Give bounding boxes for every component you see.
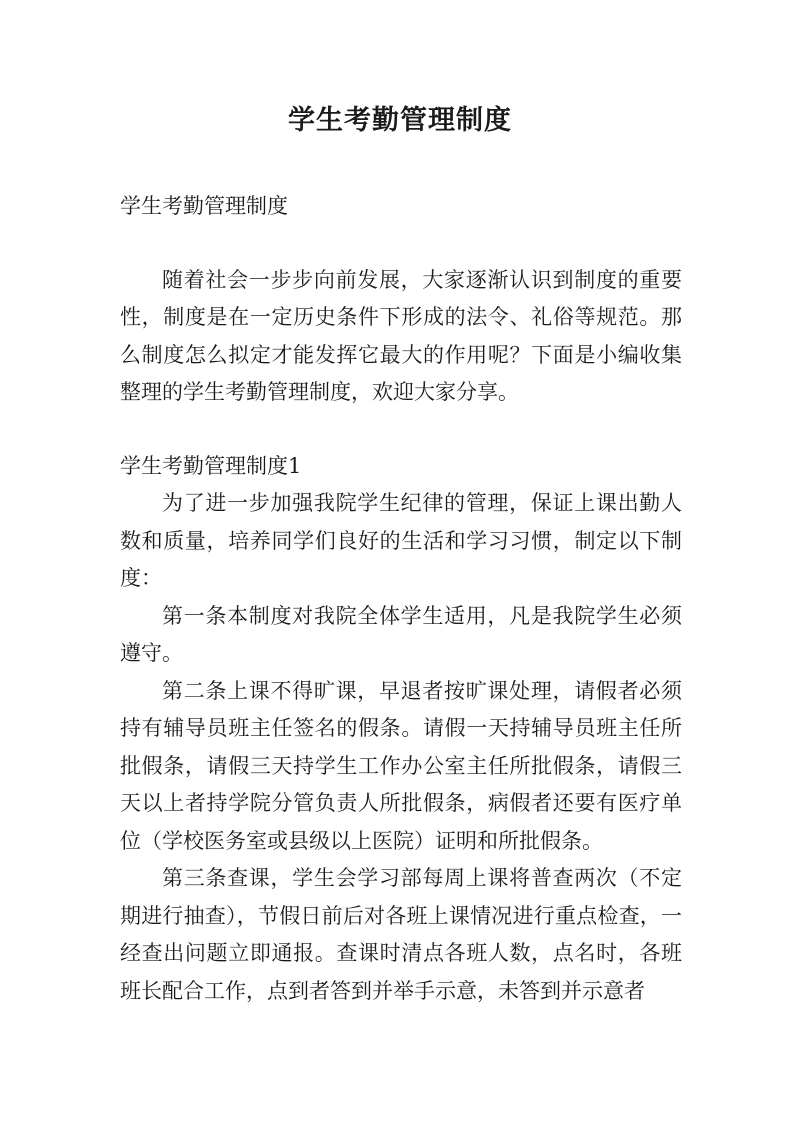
- body-paragraph: 为了进一步加强我院学生纪律的管理，保证上课出勤人数和质量，培养同学们良好的生活和学习习惯，制定以下制度：: [120, 491, 682, 590]
- spacer: [120, 226, 682, 262]
- document-title: 学生考勤管理制度: [288, 105, 512, 136]
- spacer: [120, 412, 682, 448]
- body-paragraph: 第一条本制度对我院全体学生适用，凡是我院学生必须遵守。: [120, 603, 682, 665]
- document-subtitle: 学生考勤管理制度: [120, 194, 288, 218]
- body-paragraph: 第二条上课不得旷课，早退者按旷课处理，请假者必须持有辅导员班主任签名的假条。请假一天持辅导员班主任所批假条，请假三天持学生工作办公室主任所批假条，请假三天以上者持学院分管负责人所批假条，病假者还要有医疗单位（学校医务室或县级以上医院）证明和所批假条。: [120, 678, 682, 853]
- body-paragraph: 第三条查课，学生会学习部每周上课将普查两次（不定期进行抽查），节假日前后对各班上课情况进行重点检查，一经查出问题立即通报。查课时清点各班人数，点名时，各班班长配合工作，点到者答到并举手示意，未答到并示意者: [120, 866, 682, 1003]
- section-heading: 学生考勤管理制度1: [120, 453, 302, 478]
- intro-paragraph: 随着社会一步步向前发展，大家逐渐认识到制度的重要性，制度是在一定历史条件下形成的法令、礼俗等规范。那么制度怎么拟定才能发挥它最大的作用呢？下面是小编收集整理的学生考勤管理制度，欢迎大家分享。: [120, 267, 682, 404]
- document-body: [120, 188, 682, 1010]
